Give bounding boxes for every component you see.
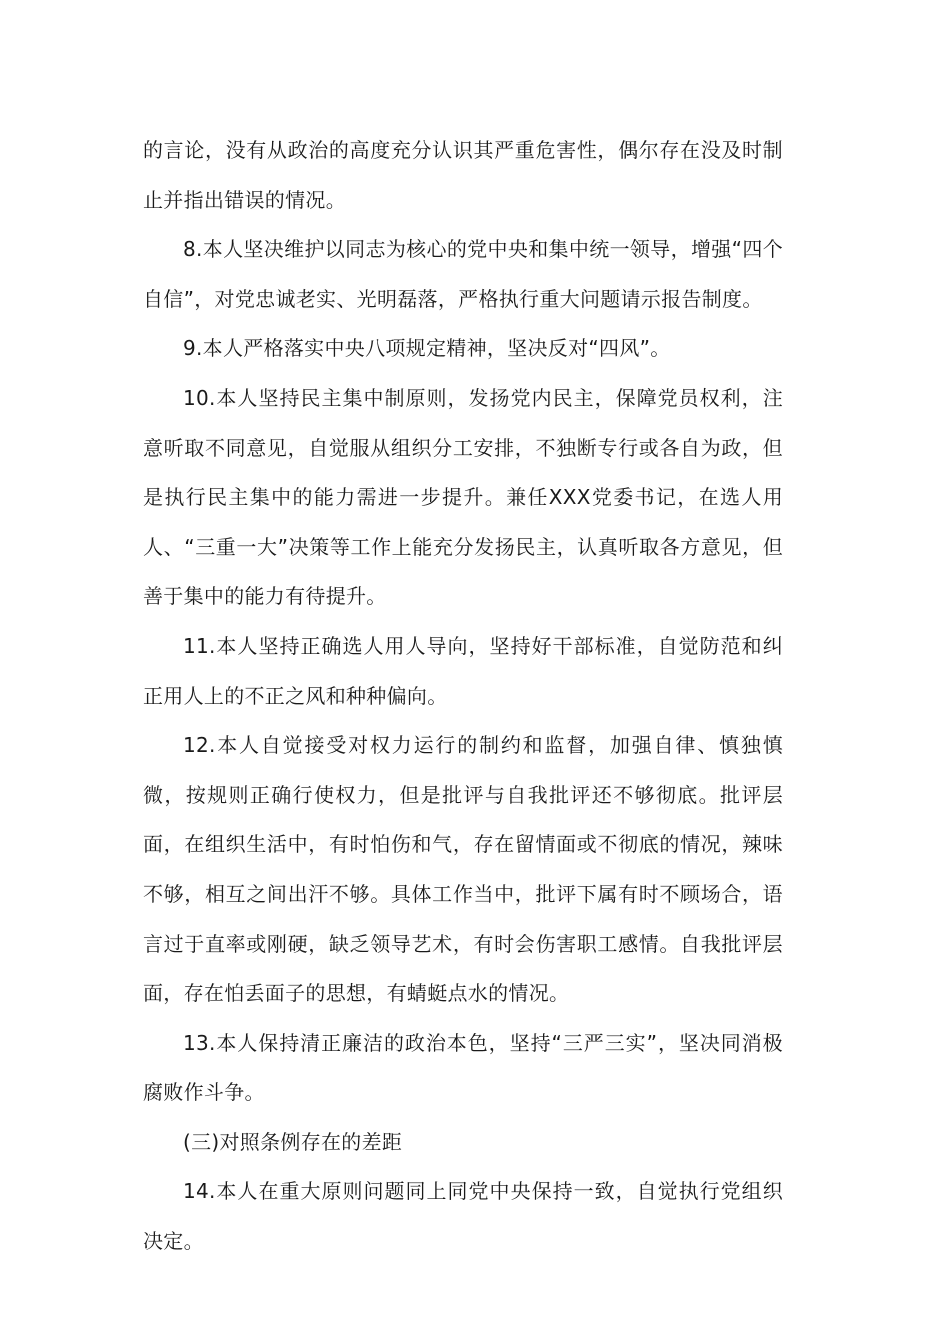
paragraph-item-12: 12.本人自觉接受对权力运行的制约和监督，加强自律、慎独慎微，按规则正确行使权力，但是批评与自我批评还不够彻底。批评层面，在组织生活中，有时怕伤和气，存在留情面或不彻底的情况，辣味不够，相互之间出汗不够。具体工作当中，批评下属有时不顾场合，语言过于直率或刚硬，缺乏领导艺术，有时会伤害职工感情。自我批评层面，存在怕丢面子的思想，有蜻蜓点水的情况。 bbox=[143, 733, 783, 1006]
paragraph-continued: 的言论，没有从政治的高度充分认识其严重危害性，偶尔存在没及时制止并指出错误的情况。 bbox=[143, 138, 783, 212]
paragraph-item-14: 14.本人在重大原则问题同上同党中央保持一致，自觉执行党组织决定。 bbox=[143, 1179, 783, 1254]
section-heading-3: (三)对照条例存在的差距 bbox=[183, 1129, 403, 1154]
paragraph-item-11: 11.本人坚持正确选人用人导向，坚持好干部标准，自觉防范和纠正用人上的不正之风和种种偏向。 bbox=[143, 633, 783, 708]
document-body bbox=[143, 126, 783, 1267]
paragraph-item-9: 9.本人严格落实中央八项规定精神，坚决反对“四风”。 bbox=[183, 336, 671, 361]
paragraph-item-13: 13.本人保持清正廉洁的政治本色，坚持“三严三实”，坚决同消极腐败作斗争。 bbox=[143, 1030, 783, 1105]
paragraph-item-10: 10.本人坚持民主集中制原则，发扬党内民主，保障党员权利，注意听取不同意见，自觉服从组织分工安排，不独断专行或各自为政，但是执行民主集中的能力需进一步提升。兼任XXX党委书记，在选人用人、“三重一大”决策等工作上能充分发扬民主，认真听取各方意见，但善于集中的能力有待提升。 bbox=[143, 385, 783, 609]
paragraph-item-8: 8.本人坚决维护以同志为核心的党中央和集中统一领导，增强“四个自信”，对党忠诚老实、光明磊落，严格执行重大问题请示报告制度。 bbox=[143, 237, 783, 311]
